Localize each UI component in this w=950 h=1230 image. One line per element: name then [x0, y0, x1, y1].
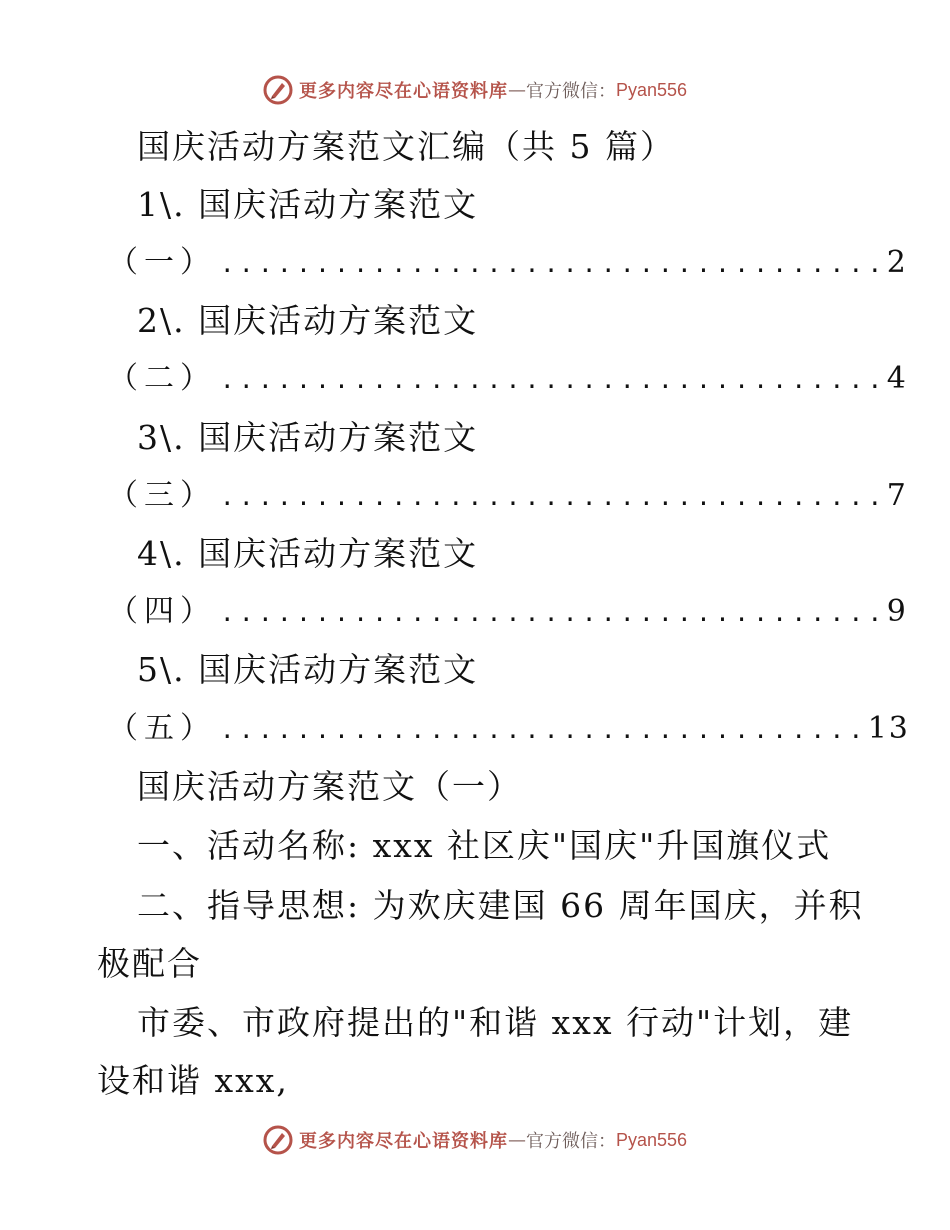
body-line: 一、活动名称: xxx 社区庆"国庆"升国旗仪式 — [137, 826, 832, 865]
toc-entry-title: 3\. 国庆活动方案范文 — [137, 418, 479, 457]
body-line: 二、指导思想: 为欢庆建国 66 周年国庆，并积 — [137, 886, 864, 925]
body-line: 极配合 — [97, 944, 202, 983]
toc-page-number: 4 — [886, 361, 908, 396]
toc-entry-leader[interactable] — [108, 476, 908, 516]
pen-logo-icon — [263, 75, 293, 105]
toc-page-number: 13 — [867, 711, 910, 746]
watermark-wechat-id: Pyan556 — [615, 1129, 688, 1150]
watermark-wechat-label: 官方微信： — [525, 81, 616, 102]
toc-entry-title: 1\. 国庆活动方案范文 — [137, 185, 479, 224]
toc-entry-number: （三） — [108, 478, 216, 513]
toc-entry-number: （一） — [108, 245, 216, 280]
body-line: 设和谐 xxx, — [97, 1061, 289, 1100]
toc-dot-leader: ................................... — [220, 366, 887, 394]
toc-entry-number: （二） — [108, 361, 216, 396]
toc-dot-leader: .................................. — [220, 716, 868, 744]
toc-entry-leader[interactable] — [108, 709, 910, 749]
toc-entry-title: 4\. 国庆活动方案范文 — [137, 534, 479, 573]
section-heading: 国庆活动方案范文（一） — [137, 767, 522, 806]
header-watermark — [0, 70, 950, 110]
toc-entry-title: 2\. 国庆活动方案范文 — [137, 301, 479, 340]
toc-page-number: 9 — [886, 594, 908, 629]
document-title: 国庆活动方案范文汇编（共 5 篇） — [137, 127, 675, 166]
watermark-separator: — — [507, 79, 526, 101]
toc-dot-leader: ................................... — [220, 483, 887, 511]
toc-entry-number: （四） — [108, 594, 216, 629]
watermark-wechat-label: 官方微信： — [525, 1131, 616, 1152]
pen-logo-icon — [263, 1125, 293, 1155]
toc-entry-leader[interactable] — [108, 592, 908, 632]
toc-entry-number: （五） — [108, 711, 216, 746]
toc-dot-leader: ................................... — [220, 599, 887, 627]
watermark-wechat-id: Pyan556 — [615, 79, 688, 100]
toc-page-number: 7 — [886, 478, 908, 513]
body-line: 市委、市政府提出的"和谐 xxx 行动"计划，建 — [137, 1003, 854, 1042]
toc-dot-leader: ................................... — [220, 250, 887, 278]
watermark-site-name: 更多内容尽在心语资料库 — [298, 81, 508, 102]
footer-watermark — [0, 1120, 950, 1160]
toc-page-number: 2 — [886, 245, 908, 280]
toc-entry-leader[interactable] — [108, 359, 908, 399]
toc-entry-leader[interactable] — [108, 243, 908, 283]
watermark-separator: — — [507, 1129, 526, 1151]
toc-entry-title: 5\. 国庆活动方案范文 — [137, 650, 479, 689]
watermark-site-name: 更多内容尽在心语资料库 — [298, 1131, 508, 1152]
